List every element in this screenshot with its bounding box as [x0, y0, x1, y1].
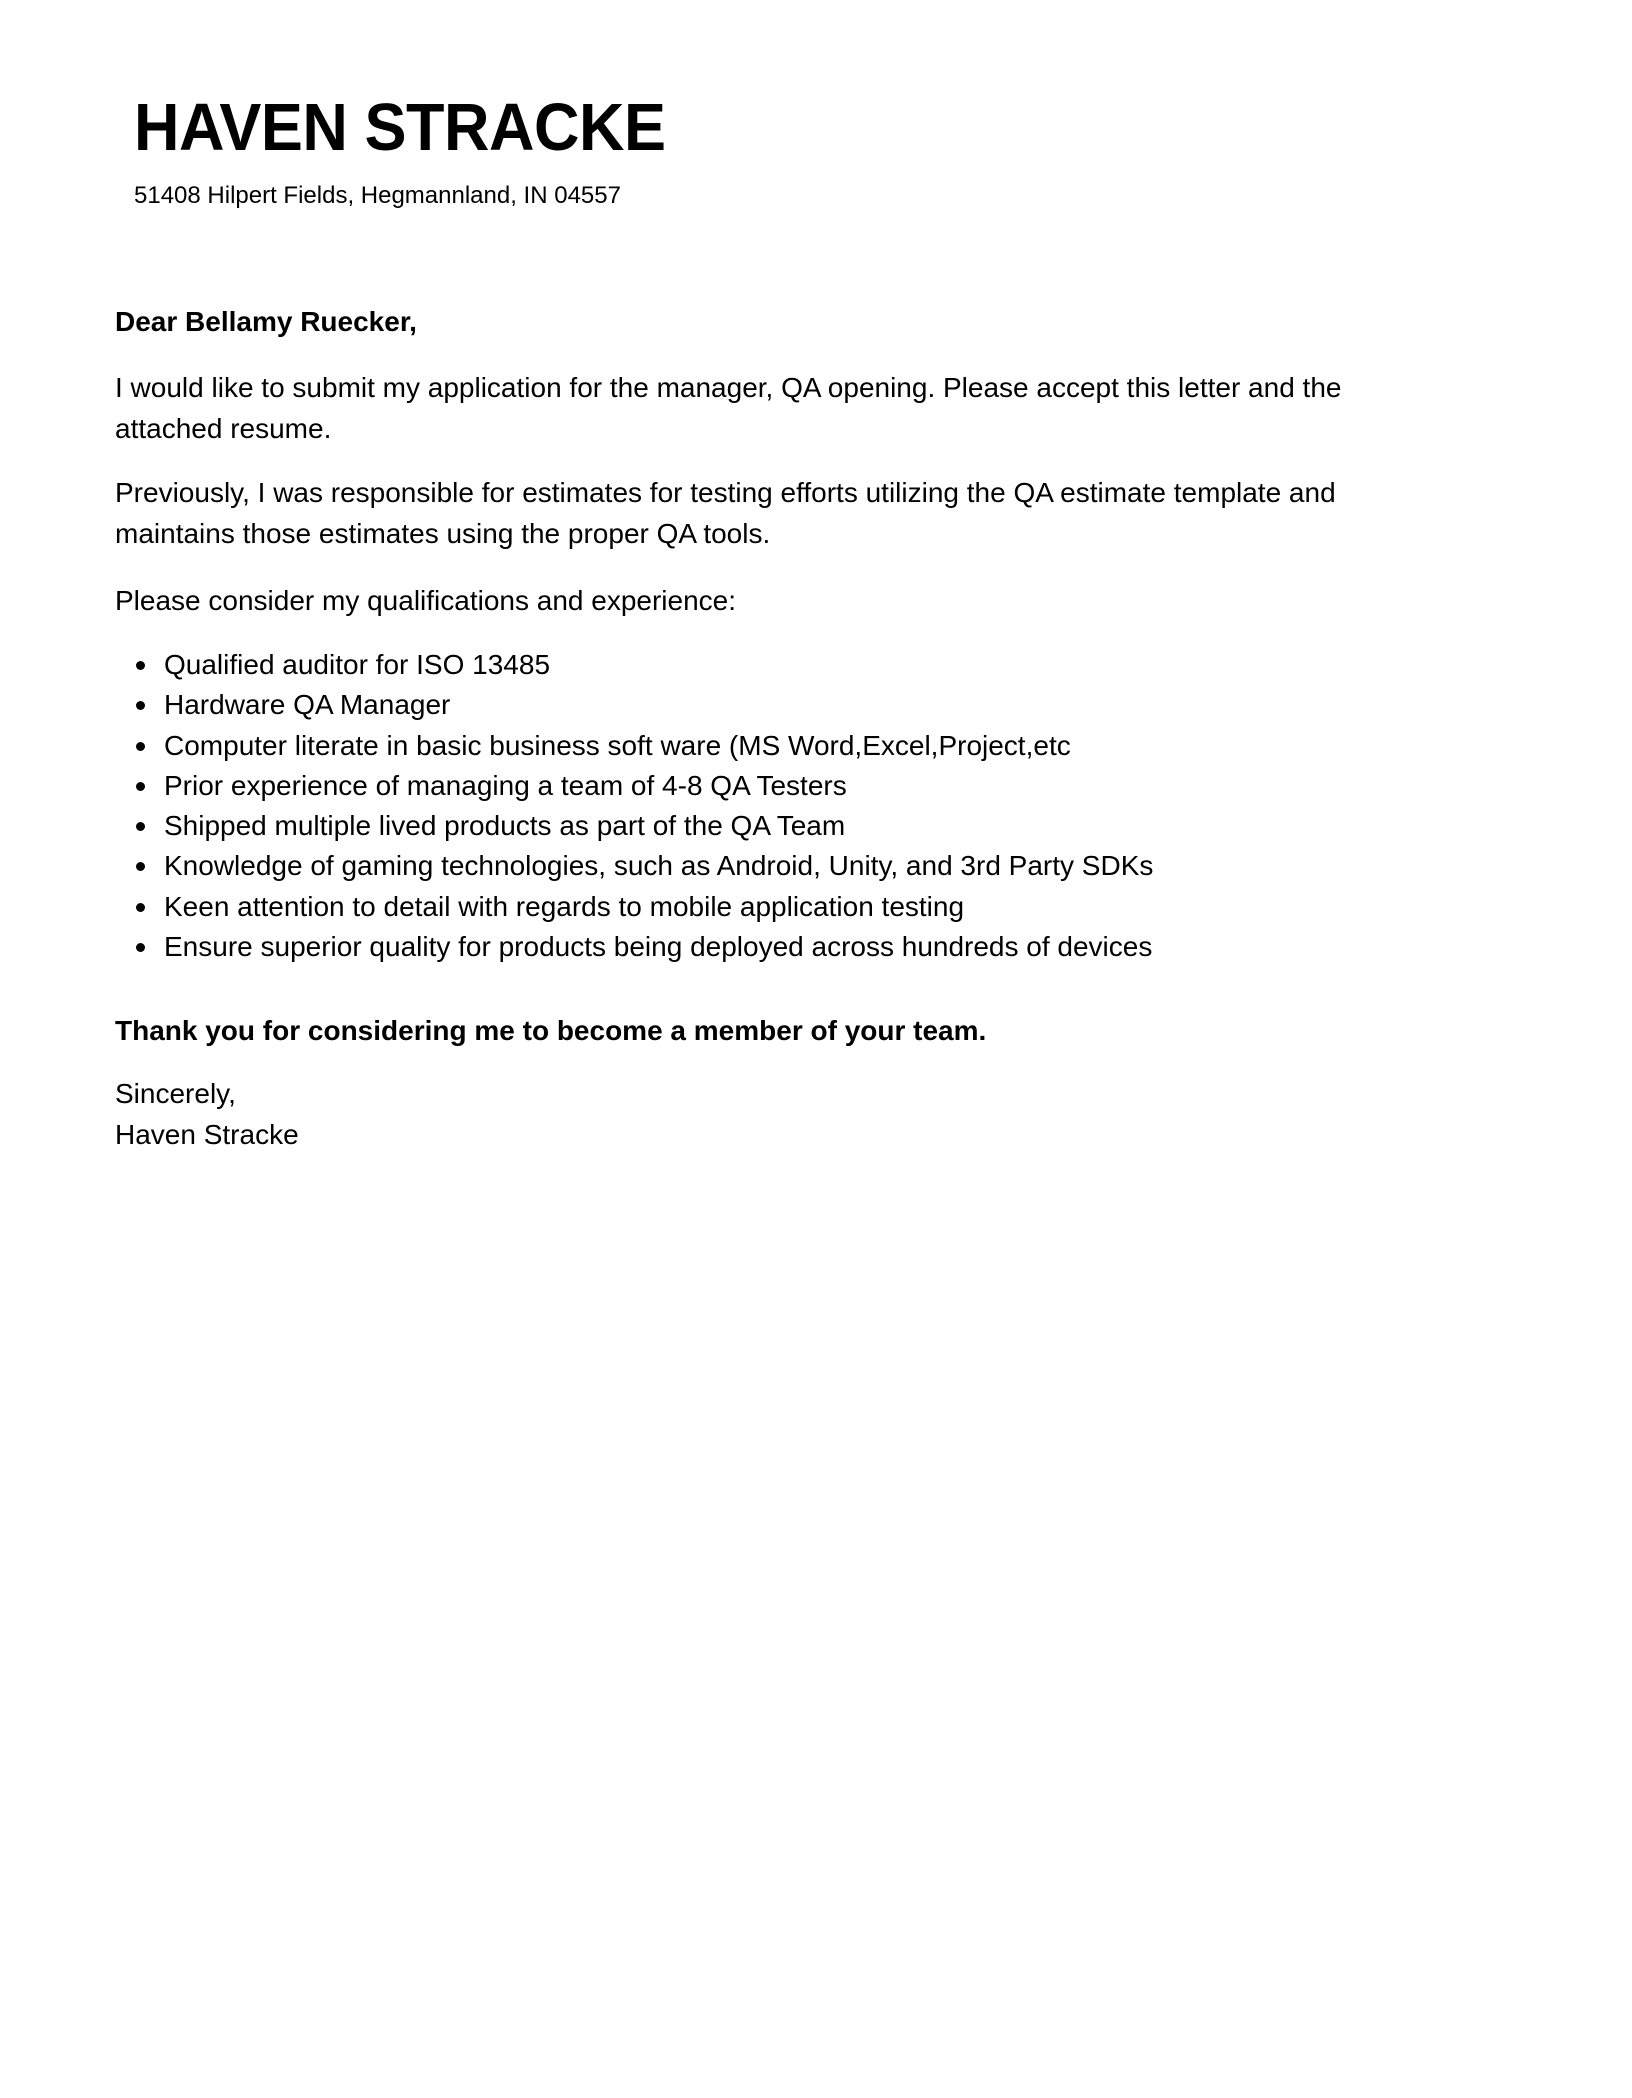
bullet-icon — [136, 903, 145, 912]
list-item-text: Qualified auditor for ISO 13485 — [164, 649, 551, 680]
salutation: Dear Bellamy Ruecker, — [115, 306, 417, 337]
bullet-icon — [136, 782, 145, 791]
bullet-icon — [136, 742, 145, 751]
bullet-icon — [136, 862, 145, 871]
qualifications-list — [115, 645, 1153, 967]
list-item-text: Hardware QA Manager — [164, 689, 451, 721]
valediction: Sincerely, — [115, 1078, 236, 1109]
list-item-text: Prior experience of managing a team of 4-8 QA Testers — [164, 769, 847, 801]
bullet-icon — [136, 822, 145, 831]
list-item-text: Knowledge of gaming technologies, such as Android, Unity, and 3rd Party SDKs — [164, 850, 1154, 882]
applicant-name: HAVEN STRACKE — [134, 90, 666, 165]
list-item — [115, 685, 1153, 725]
list-item — [115, 887, 1153, 927]
applicant-address: 51408 Hilpert Fields, Hegmannland, IN 04557 — [134, 182, 621, 209]
list-item — [115, 645, 1153, 685]
list-item — [115, 927, 1153, 967]
bullet-icon — [136, 661, 145, 670]
bullet-icon — [136, 943, 145, 952]
list-item-text: Keen attention to detail with regards to mobile application testing — [164, 890, 965, 922]
list-item — [115, 806, 1153, 846]
paragraph-intro — [115, 367, 1341, 449]
paragraph-line: maintains those estimates using the proper QA tools. — [115, 518, 771, 549]
closing-statement: Thank you for considering me to become a member of your team. — [115, 1015, 987, 1046]
signoff — [115, 1073, 299, 1155]
list-item-text: Computer literate in basic business soft ware (MS Word,Excel,Project,etc — [164, 729, 1071, 761]
paragraph-line: I would like to submit my application for the manager, QA opening. Please accept this letter and the — [115, 372, 1342, 403]
paragraph-line: attached resume. — [115, 413, 332, 444]
paragraph-line: Previously, I was responsible for estimates for testing efforts utilizing the QA estimate template and — [115, 477, 1336, 508]
list-item — [115, 766, 1153, 806]
list-item — [115, 846, 1153, 886]
list-item-text: Shipped multiple lived products as part of the QA Team — [164, 810, 846, 842]
bullet-icon — [136, 701, 145, 710]
list-item — [115, 726, 1153, 766]
signature-name: Haven Stracke — [115, 1119, 299, 1150]
paragraph-qualifications-intro — [115, 580, 736, 621]
list-item-text: Ensure superior quality for products being deployed across hundreds of devices — [164, 931, 1153, 963]
paragraph-line: Please consider my qualifications and experience: — [115, 585, 737, 616]
paragraph-experience — [115, 472, 1336, 554]
